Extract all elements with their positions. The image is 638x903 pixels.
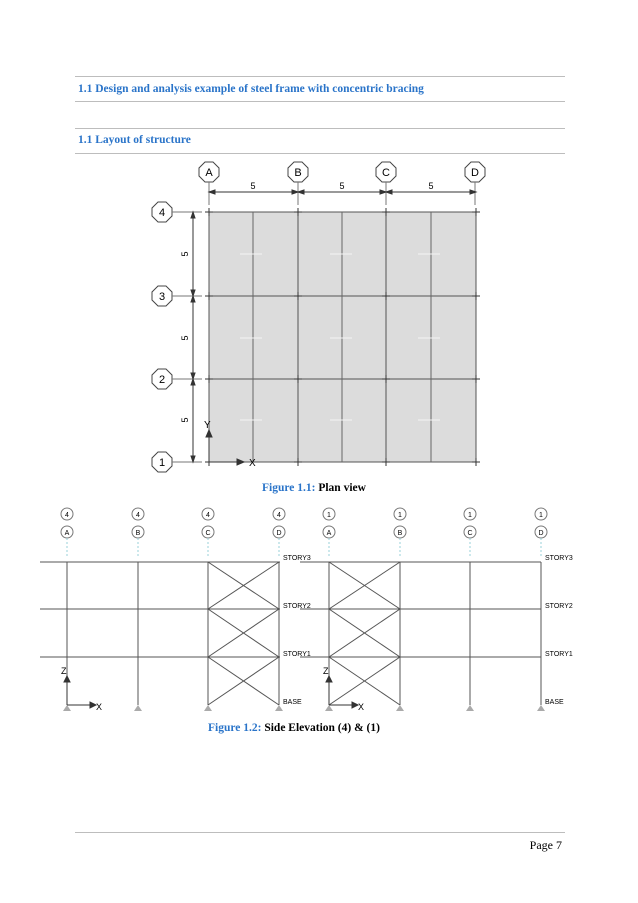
right-col-label-b: B <box>397 530 403 537</box>
left-row-label-2: 4 <box>136 512 140 519</box>
bay-dim-x-3: 5 <box>428 181 434 191</box>
left-elevation-leaders <box>67 538 279 556</box>
left-story3-label: STORY3 <box>283 555 311 562</box>
left-axis-x: X <box>96 702 103 712</box>
grid-label-1: 1 <box>158 457 166 469</box>
left-col-label-a: A <box>64 530 70 537</box>
section-title-layout: 1.1 Layout of structure <box>78 134 191 146</box>
right-row-label-1: 1 <box>327 512 331 519</box>
left-row-label-3: 4 <box>206 512 210 519</box>
right-col-label-c: C <box>467 530 473 537</box>
right-axis-z: Z <box>323 666 329 676</box>
figure-1-label: Figure 1.1: <box>262 482 316 494</box>
bay-dim-y-3: 5 <box>180 417 190 423</box>
grid-label-2: 2 <box>158 374 166 386</box>
section-title-design: 1.1 Design and analysis example of steel frame with concentric bracing <box>78 83 424 95</box>
right-elevation-bracing <box>329 562 400 705</box>
left-axes-icon <box>64 676 96 708</box>
grid-label-3: 3 <box>158 291 166 303</box>
grid-label-a: A <box>205 167 213 179</box>
footer-rule <box>75 832 565 833</box>
left-base-label: BASE <box>283 699 302 706</box>
grid-label-4: 4 <box>158 207 166 219</box>
right-story3-label: STORY3 <box>545 555 573 562</box>
grid-label-d: D <box>471 167 479 179</box>
left-elevation-bubbles <box>61 508 285 538</box>
right-col-label-a: A <box>326 530 332 537</box>
right-story2-label: STORY2 <box>545 603 573 610</box>
left-elevation-bracing <box>208 562 279 705</box>
page-number: Page 7 <box>529 838 562 852</box>
bay-dim-y-2: 5 <box>180 335 190 341</box>
bay-dim-x-1: 5 <box>250 181 256 191</box>
right-col-label-d: D <box>538 530 544 537</box>
figure-1-text: Plan view <box>318 482 366 494</box>
figure-2-text: Side Elevation (4) & (1) <box>264 722 380 734</box>
bay-dim-y-1: 5 <box>180 251 190 257</box>
left-col-label-c: C <box>205 530 211 537</box>
plan-axis-y: Y <box>204 420 211 431</box>
right-elevation-frame <box>300 562 541 705</box>
left-story1-label: STORY1 <box>283 651 311 658</box>
grid-label-c: C <box>382 167 390 179</box>
left-row-label-1: 4 <box>65 512 69 519</box>
right-row-label-4: 1 <box>539 512 543 519</box>
left-col-label-b: B <box>135 530 141 537</box>
right-row-label-2: 1 <box>398 512 402 519</box>
right-story1-label: STORY1 <box>545 651 573 658</box>
left-col-label-d: D <box>276 530 282 537</box>
figure-2-label: Figure 1.2: <box>208 722 262 734</box>
left-axis-z: Z <box>61 666 67 676</box>
right-elevation-bubbles <box>323 508 547 538</box>
right-axis-x: X <box>358 702 365 712</box>
right-row-label-3: 1 <box>468 512 472 519</box>
plan-axis-x: X <box>249 458 256 469</box>
bay-dim-x-2: 5 <box>339 181 345 191</box>
right-base-label: BASE <box>545 699 564 706</box>
figure-2-caption <box>208 722 380 734</box>
left-row-label-4: 4 <box>277 512 281 519</box>
left-story2-label: STORY2 <box>283 603 311 610</box>
right-elevation-leaders <box>329 538 541 556</box>
grid-label-b: B <box>294 167 302 179</box>
